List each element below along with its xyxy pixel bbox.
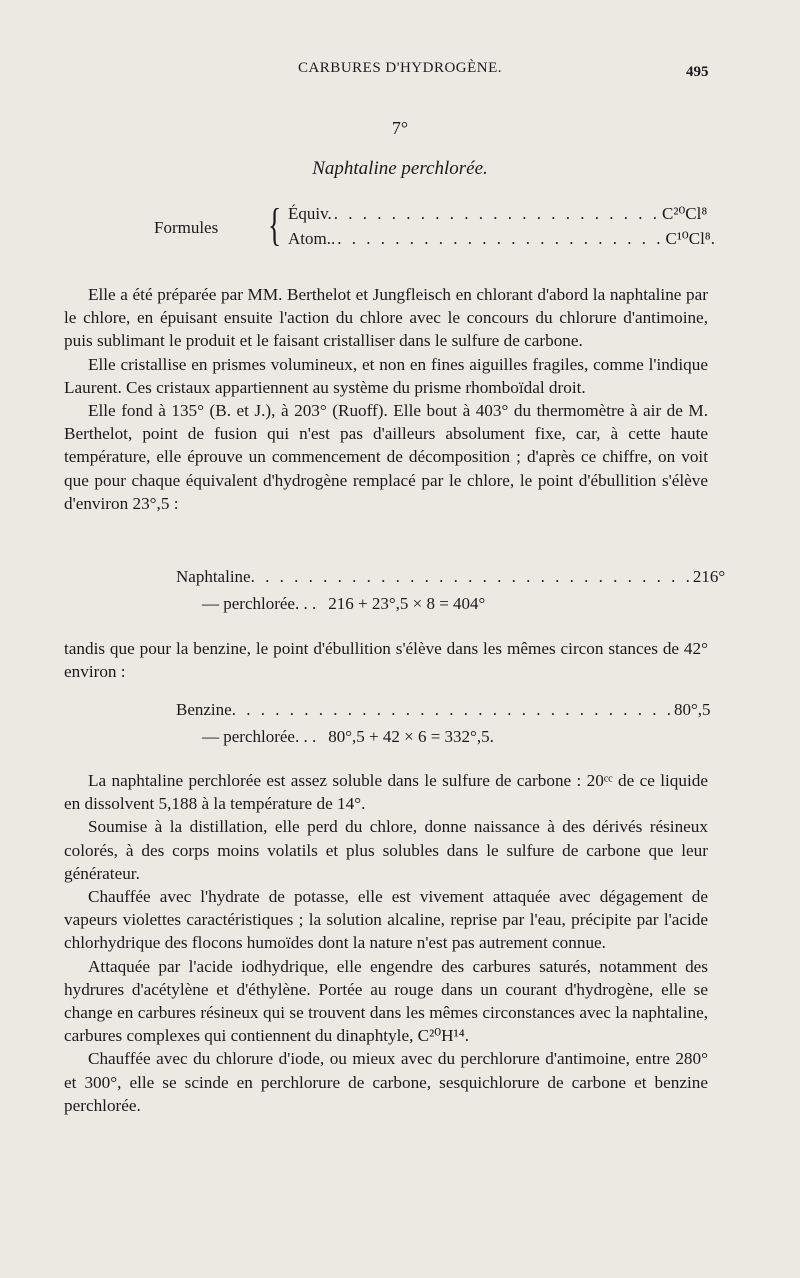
page-number: 495 xyxy=(686,64,709,80)
paragraph: Soumise à la distillation, elle perd du chlore, donne naissance à des dérivés résineux colorés, à des corps moins volatils et plus solubles dans le sulfure de carbone que leur générateur. xyxy=(64,817,708,883)
calc-row xyxy=(176,567,726,587)
paragraph: Elle cristallise en prismes volumineux, et non en fines aiguilles fragiles, comme l'indique Laurent. Ces cristaux appartiennent au système du prisme rhomboïdal droit. xyxy=(64,354,708,397)
brace-symbol: { xyxy=(268,199,282,250)
calc-value: 216° xyxy=(692,567,726,586)
calc-label: Benzine xyxy=(176,700,232,719)
paragraph: La naphtaline perchlorée est assez soluble dans le sulfure de carbone : 20ᶜᶜ de ce liquide en dissolvent 5,188 à la température de 14°. xyxy=(64,771,708,814)
formula-value: C²⁰Cl⁸ xyxy=(662,204,708,223)
paragraph: Attaquée par l'acide iodhydrique, elle engendre des carbures saturés, notamment des hydrures d'acétylène et d'éthylène. Portée au rouge dans un courant d'hydrogène, elle se change en carbures résineux qui se trouvent dans les mêmes circonstances avec la naphtaline, carbures complexes qui contiennent du dinaphtyle, C²⁰H¹⁴. xyxy=(64,956,708,1046)
formula-name: Équiv. xyxy=(288,204,332,223)
body-section-a xyxy=(64,283,708,515)
calc-value: 216 + 23°,5 × 8 = 404° xyxy=(328,594,486,613)
paragraph: Chauffée avec l'hydrate de potasse, elle est vivement attaquée avec dégagement de vapeurs violettes caractéristiques ; la solution alcaline, reprise par l'eau, précipite par l'acide chlorhydrique des flocons humoïdes dont la nature n'est pas autrement connue. xyxy=(64,887,708,953)
formula-value: C¹⁰Cl⁸. xyxy=(665,229,715,248)
paragraph: tandis que pour la benzine, le point d'ébullition s'élève dans les mêmes circon stances de 42° environ : xyxy=(64,639,708,682)
calc-value: 80°,5 xyxy=(673,700,711,719)
calc-row xyxy=(176,700,711,720)
calc-naphtaline xyxy=(176,567,726,617)
calc-label: — perchlorée. . . xyxy=(202,727,317,746)
paragraph: Elle a été préparée par MM. Berthelot et Jungfleisch en chlorant d'abord la naphtaline par le chlore, en épuisant ensuite l'action du chlore avec le concours du chlorure d'antimoine, puis sublimant le produit et le faisant cristalliser dans le sulfure de carbone. xyxy=(64,285,708,351)
paragraph: Elle fond à 135° (B. et J.), à 203° (Ruoff). Elle bout à 403° du thermomètre à air de M. Berthelot, point de fusion qui n'est pas d'ailleurs absolument fixe, car, à cette haute température, elle éprouve un commencement de décomposition ; d'après ce chiffre, on voit que pour chaque équivalent d'hydrogène remplacé par le chlore, le point d'ébullition s'élève d'environ 23°,5 : xyxy=(64,401,708,513)
formula-name: Atom.. xyxy=(288,229,336,248)
body-section-b xyxy=(64,637,708,683)
calc-value: 80°,5 + 42 × 6 = 332°,5. xyxy=(328,727,494,746)
calc-label: Naphtaline xyxy=(176,567,251,586)
section-title: Naphtaline perchlorée. xyxy=(312,158,488,179)
paragraph: Chauffée avec du chlorure d'iode, ou mieux avec du perchlorure d'antimoine, entre 280° et 300°, elle se scinde en perchlorure de carbone, sesquichlorure de carbone et benzine perchlorée. xyxy=(64,1049,708,1115)
section-number: 7° xyxy=(391,118,409,138)
formula-row-atom xyxy=(288,229,715,249)
calc-row xyxy=(202,594,485,614)
calc-row xyxy=(202,727,494,747)
formula-label: Formules xyxy=(154,218,219,237)
leader-dots: . . . . . . . . . . . . . . . . . . . . . . . xyxy=(337,229,664,248)
formula-block xyxy=(154,199,715,260)
calc-label: — perchlorée. . . xyxy=(202,594,317,613)
calc-benzine xyxy=(176,700,711,750)
leader-dots: . . . . . . . . . . . . . . . . . . . . . . . . . . . . . . . xyxy=(231,700,674,719)
running-header: CARBURES D'HYDROGÈNE. xyxy=(297,60,503,76)
body-section-c xyxy=(64,769,708,1117)
formula-row-equiv xyxy=(288,204,708,224)
leader-dots: . . . . . . . . . . . . . . . . . . . . . . . . . . . . . . . xyxy=(250,567,693,586)
leader-dots: . . . . . . . . . . . . . . . . . . . . . . . xyxy=(333,204,661,223)
